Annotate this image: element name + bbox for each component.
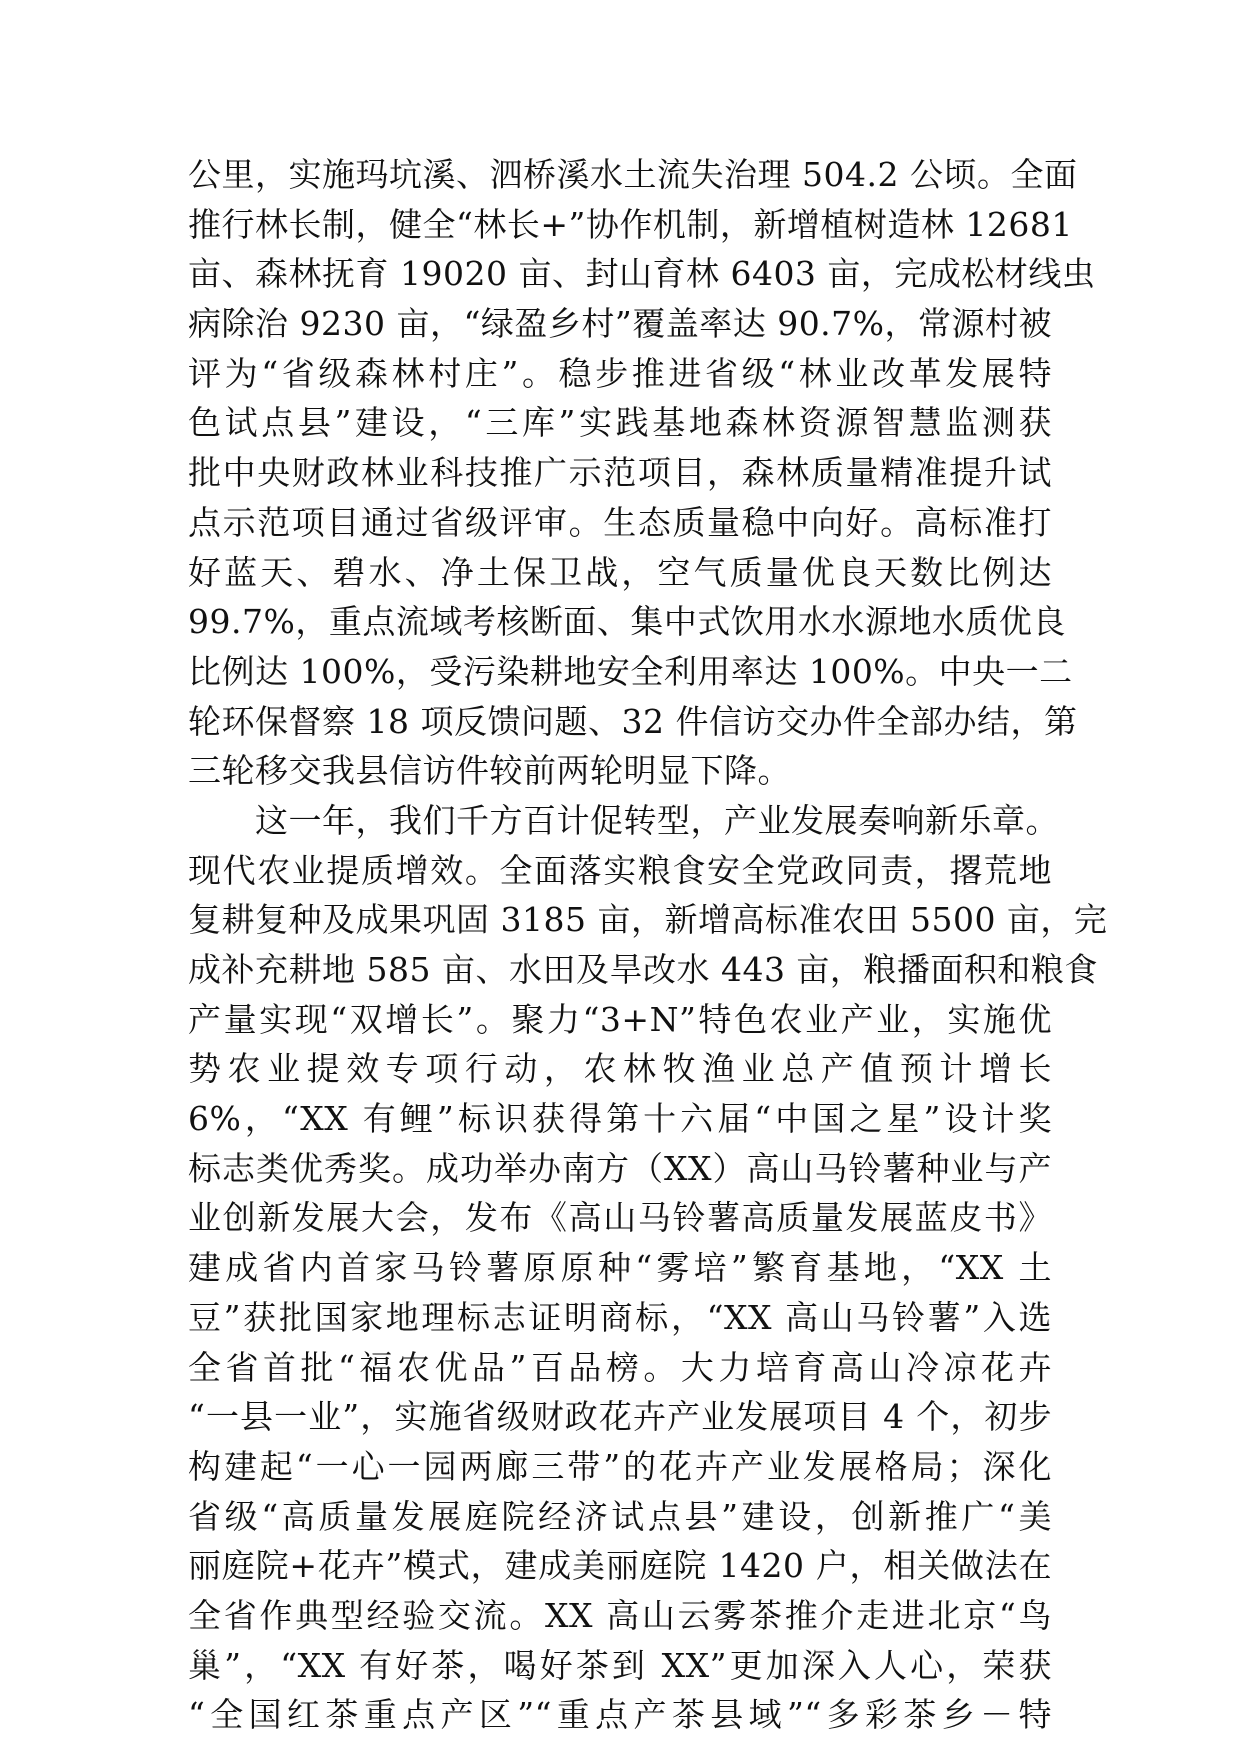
text-line: 病除治 9230 亩，“绿盈乡村”覆盖率达 90.7%，常源村被: [188, 304, 1053, 344]
text-line: 公里，实施玛坑溪、泗桥溪水土流失治理 504.2 公顷。全面: [188, 155, 1078, 194]
text-line: 亩、森林抚育 19020 亩、封山育林 6403 亩，完成松材线虫: [188, 254, 1096, 294]
text-line: “全国红茶重点产区”“重点产茶县域”“多彩茶乡－特: [188, 1695, 1052, 1735]
text-line: 丽庭院+花卉”模式，建成美丽庭院 1420 户，相关做法在: [188, 1546, 1052, 1586]
text-line: 复耕复种及成果巩固 3185 亩，新增高标准农田 5500 亩，完: [188, 900, 1108, 940]
text-line: 推行林长制，健全“林长+”协作机制，新增植树造林 12681: [188, 204, 1073, 244]
text-line: 巢”，“XX 有好茶，喝好茶到 XX”更加深入人心，荣获: [188, 1645, 1052, 1685]
text-line: “一县一业”，实施省级财政花卉产业发展项目 4 个，初步: [188, 1397, 1052, 1437]
text-line: 势农业提效专项行动，农林牧渔业总产值预计增长: [188, 1049, 1052, 1089]
text-line: 点示范项目通过省级评审。生态质量稳中向好。高标准打: [188, 502, 1052, 542]
text-line: 评为“省级森林村庄”。稳步推进省级“林业改革发展特: [188, 353, 1052, 393]
text-line: 产量实现“双增长”。聚力“3+N”特色农业产业，实施优: [188, 999, 1052, 1039]
text-line: 比例达 100%，受污染耕地安全利用率达 100%。中央一二: [188, 651, 1073, 691]
text-line: 业创新发展大会，发布《高山马铃薯高质量发展蓝皮书》: [188, 1198, 1052, 1238]
text-line: 全省作典型经验交流。XX 高山云雾茶推介走进北京“鸟: [188, 1595, 1052, 1635]
text-line: 全省首批“福农优品”百品榜。大力培育高山冷凉花卉: [188, 1347, 1052, 1387]
text-line: 豆”获批国家地理标志证明商标，“XX 高山马铃薯”入选: [188, 1297, 1052, 1337]
text-line: 构建起“一心一园两廊三带”的花卉产业发展格局；深化: [188, 1446, 1052, 1486]
text-line: 99.7%，重点流域考核断面、集中式饮用水水源地水质优良: [188, 602, 1066, 642]
text-line: 这一年，我们千方百计促转型，产业发展奏响新乐章。: [188, 800, 1059, 840]
text-line: 建成省内首家马铃薯原原种“雾培”繁育基地，“XX 土: [188, 1248, 1052, 1288]
text-line: 批中央财政林业科技推广示范项目，森林质量精准提升试: [188, 453, 1052, 493]
text-line: 6%，“XX 有鲤”标识获得第十六届“中国之星”设计奖: [188, 1099, 1052, 1139]
body-text: [188, 150, 1108, 1740]
text-line: 现代农业提质增效。全面落实粮食安全党政同责，撂荒地: [188, 850, 1052, 890]
text-line: 成补充耕地 585 亩、水田及旱改水 443 亩，粮播面积和粮食: [188, 950, 1098, 989]
text-line: 标志类优秀奖。成功举办南方（XX）高山马铃薯种业与产: [188, 1148, 1052, 1188]
text-line: 省级“高质量发展庭院经济试点县”建设，创新推广“美: [188, 1496, 1052, 1536]
text-line: 好蓝天、碧水、净土保卫战，空气质量优良天数比例达: [188, 552, 1052, 592]
text-line: 三轮移交我县信访件较前两轮明显下降。: [188, 751, 791, 791]
text-line: 轮环保督察 18 项反馈问题、32 件信访交办件全部办结，第: [188, 701, 1078, 741]
text-line: 色试点县”建设，“三库”实践基地森林资源智慧监测获: [188, 403, 1052, 443]
